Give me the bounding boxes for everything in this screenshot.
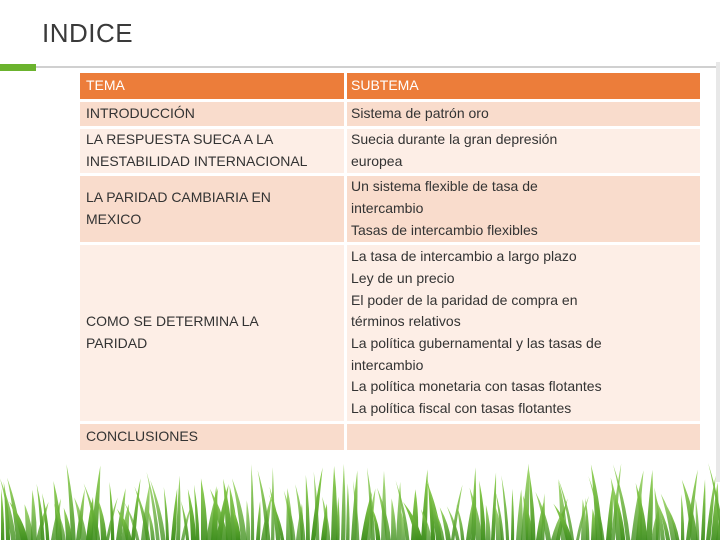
subtema-cell <box>346 128 701 175</box>
header-tema: TEMA <box>80 73 346 101</box>
grass-blade <box>246 500 250 540</box>
tema-cell <box>80 128 346 175</box>
grass-blade <box>646 470 653 540</box>
subtema-cell <box>346 175 701 244</box>
subtema-line: El poder de la paridad de compra en <box>351 291 578 308</box>
grass-blade <box>251 464 254 540</box>
title-divider <box>36 66 720 68</box>
grass-blade <box>391 498 396 540</box>
tema-line: MEXICO <box>86 211 142 227</box>
table-header-row <box>80 73 700 101</box>
subtema-line: La política monetaria con tasas flotantes <box>351 378 602 395</box>
tema-line: LA RESPUESTA SUECA A LA <box>86 131 274 148</box>
subtema-line: La política fiscal con tasas flotantes <box>351 400 572 417</box>
subtema-line: Suecia durante la gran depresión <box>351 131 558 148</box>
grass-blade <box>486 505 491 540</box>
tema-line: CONCLUSIONES <box>86 428 199 445</box>
grass-blade <box>346 483 350 540</box>
tema-line: LA PARIDAD CAMBIARIA EN <box>86 189 271 206</box>
subtema-line: intercambio <box>351 200 424 217</box>
grass-blade <box>306 475 310 540</box>
subtema-line: intercambio <box>351 356 424 373</box>
grass-blade <box>341 464 346 540</box>
tema-line: INESTABILIDAD INTERNACIONAL <box>86 153 308 169</box>
grass-blade <box>74 497 87 540</box>
subtema-line: Sistema de patrón oro <box>351 105 489 122</box>
index-table <box>80 73 700 453</box>
subtema-line: Tasas de intercambio flexibles <box>351 221 538 238</box>
subtema-line: Un sistema flexible de tasa de <box>351 178 538 195</box>
slide-edge-shadow <box>716 62 720 482</box>
subtema-line: europea <box>351 153 403 169</box>
table-row <box>80 423 700 452</box>
subtema-cell <box>346 101 701 128</box>
subtema-line: La tasa de intercambio a largo plazo <box>351 248 577 265</box>
tema-line: COMO SE DETERMINA LA <box>86 313 259 330</box>
tema-cell <box>80 175 346 244</box>
grass-blade <box>37 484 45 540</box>
tema-cell <box>80 101 346 128</box>
subtema-cell <box>346 423 701 452</box>
grass-blade <box>331 466 337 540</box>
tema-line: PARIDAD <box>86 335 148 351</box>
grass-blade <box>256 501 261 540</box>
subtema-cell <box>346 244 701 423</box>
grass-blade <box>1 489 4 540</box>
grass-blade <box>701 479 705 540</box>
grass-blade <box>201 478 208 540</box>
subtema-line: términos relativos <box>351 313 461 330</box>
grass-blade <box>171 488 177 540</box>
grass-blade <box>31 490 37 540</box>
grass-blade <box>681 494 684 540</box>
grass-blade <box>98 500 107 540</box>
grass-blade <box>696 498 700 540</box>
slide-title: INDICE <box>42 18 134 48</box>
tema-line: INTRODUCCIÓN <box>86 105 195 122</box>
grass-blade <box>491 473 496 540</box>
grass-blade <box>585 498 589 540</box>
header-subtema: SUBTEMA <box>346 73 701 101</box>
grass-blade <box>511 489 514 540</box>
tema-cell <box>80 244 346 423</box>
subtema-line: Ley de un precio <box>351 269 455 286</box>
table-row <box>80 128 700 175</box>
table-row <box>80 244 700 423</box>
grass-decoration <box>0 460 720 540</box>
table-row <box>80 175 700 244</box>
table-row <box>80 101 700 128</box>
tema-cell <box>80 423 346 452</box>
subtema-line: La política gubernamental y las tasas de <box>351 335 602 351</box>
title-accent-bar <box>0 64 36 71</box>
